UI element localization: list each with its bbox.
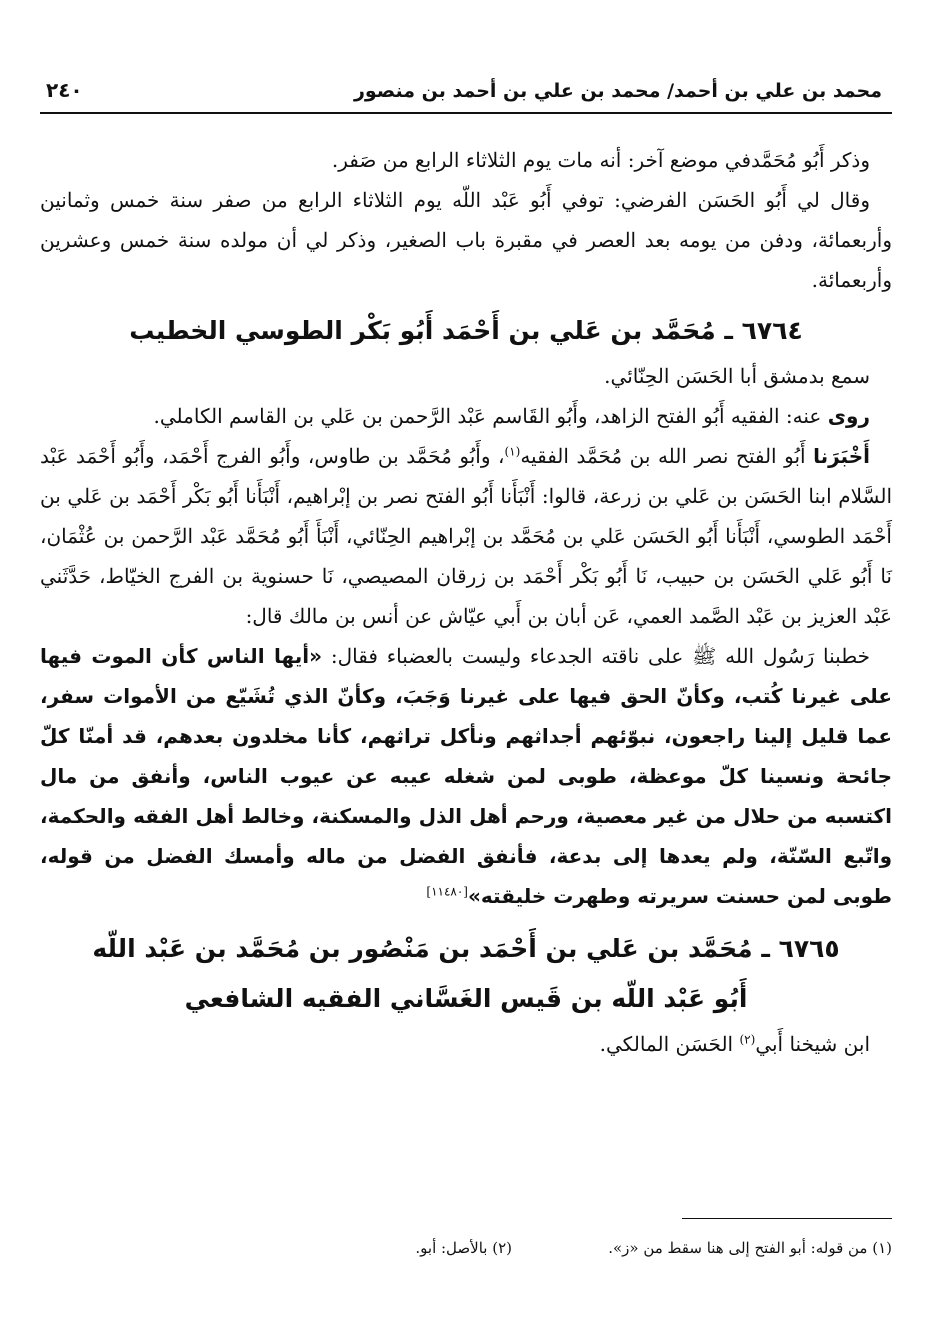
keyword: أَخْبَرَنا bbox=[813, 444, 870, 468]
header-rule bbox=[40, 112, 892, 114]
footnote-rule bbox=[682, 1218, 892, 1219]
footnote-marker[interactable]: (٢) bbox=[739, 1032, 756, 1047]
footnote-marker[interactable]: (١) bbox=[504, 444, 521, 459]
entry-heading: ٦٧٦٥ ـ مُحَمَّد بن عَلي بن أَحْمَد بن مَنْصُور بن مُحَمَّد بن عَبْد اللّه bbox=[92, 934, 840, 963]
paragraph bbox=[40, 436, 892, 636]
paragraph-text: أَبُو الفتح نصر الله بن مُحَمَّد الفقيه bbox=[520, 444, 814, 468]
page-number: ٢٤٠ bbox=[46, 78, 83, 102]
paragraph: سمع بدمشق أبا الحَسَن الحِنّائي. bbox=[604, 364, 870, 388]
keyword: روى bbox=[827, 404, 870, 428]
paragraph-text: ، وأَبُو مُحَمَّد بن طاوس، وأَبُو الفرج أَحْمَد، وأَبُو أَحْمَد عَبْد السَّلام ابنا الحَسَن بن عَلي بن زرعة، قالوا: أَنْبَأَنا أَبُو الفتح نصر بن إبْراهيم، أَنْبَأَنا أَبُو بَكْر أَحْمَد بن عَلي بن أَحْمَد الطوسي، أَنْبَأَنا أَبُو الحَسَن عَلي بن مُحَمَّد بن إبْراهيم الحِنّائي، أَنْبَأَ أَبُو مُحَمَّد عَبْد الرَّحمن بن عُثْمَان، نَا أَبُو عَلي الحَسَن بن حبيب، نَا أَبُو بَكْر أَحْمَد بن زرقان المصيصي، نَا حسنوية بن الفرج الخيّاط، حَدَّثَني عَبْد العزيز بن عَبْد الصَّمد العمي، عَن أبان بن أَبي عيّاش عن أنس بن مالك قال: bbox=[40, 444, 892, 628]
paragraph bbox=[40, 396, 892, 436]
footnote-1: (١) من قوله: أبو الفتح إلى هنا سقط من «ز». bbox=[608, 1239, 892, 1257]
entry-heading-line2: أَبُو عَبْد اللّه بن قَيس الغَسَّاني الفقيه الشافعي bbox=[184, 984, 748, 1013]
paragraph-text: الحَسَن المالكي. bbox=[599, 1032, 740, 1056]
paragraph: وقال لي أَبُو الحَسَن الفرضي: توفي أَبُو عَبْد اللّه يوم الثلاثاء الرابع من صفر سنة خمس وثمانين وأربعمائة، ودفن من يومه بعد العصر في مقبرة باب الصغير، وذكر لي أن مولده سنة خمس وعشرين وأربعمائة. bbox=[40, 188, 892, 292]
paragraph-text: خطبنا رَسُول الله ﷺ على ناقته الجدعاء وليست بالعضباء فقال: bbox=[322, 644, 870, 668]
page-header bbox=[40, 72, 892, 112]
paragraph-text: عنه: الفقيه أَبُو الفتح الزاهد، وأَبُو القَاسم عَبْد الرَّحمن بن عَلي بن القاسم الكاملي. bbox=[153, 404, 828, 428]
paragraph: وذكر أَبُو مُحَمَّدفي موضع آخر: أنه مات يوم الثلاثاء الرابع من صَفر. bbox=[331, 148, 870, 172]
entry-heading: ٦٧٦٤ ـ مُحَمَّد بن عَلي بن أَحْمَد أَبُو بَكْر الطوسي الخطيب bbox=[129, 316, 803, 345]
footnote-2: (٢) بالأصل: أبو. bbox=[415, 1239, 512, 1257]
hadith-text: «أيها الناس كأن الموت فيها على غيرنا كُتب، وكأنّ الحق فيها على غيرنا وَجَبَ، وكأنّ الذي تُشَيّع من الأموات سفر، عما قليل إلينا راجعون، نبوّئهم أجداثهم ونأكل تراثهم، كأنا مخلدون بعدهم، قد أمنّا كلّ جائحة ونسينا كلّ موعظة، طوبى لمن شغله عيبه عن عيوب الناس، وأنفق من مال اكتسبه من حلال من غير معصية، ورحم أهل الذل والمسكنة، وخالط أهل الفقه والحكمة، واتّبع السّنّة، ولم يعدها إلى بدعة، فأنفق الفضل من ماله وأمسك الفضل من قوله، طوبى لمن حسنت سريرته وطهرت خليقته» bbox=[40, 644, 892, 908]
paragraph bbox=[40, 636, 892, 916]
running-title: محمد بن علي بن أحمد/ محمد بن علي بن أحمد بن منصور bbox=[353, 80, 882, 102]
paragraph bbox=[40, 1024, 892, 1064]
document-page bbox=[40, 0, 892, 1336]
paragraph-text: ابن شيخنا أَبي bbox=[755, 1032, 870, 1056]
hadith-reference: [١١٤٨٠] bbox=[426, 884, 468, 899]
main-text bbox=[40, 140, 892, 1064]
